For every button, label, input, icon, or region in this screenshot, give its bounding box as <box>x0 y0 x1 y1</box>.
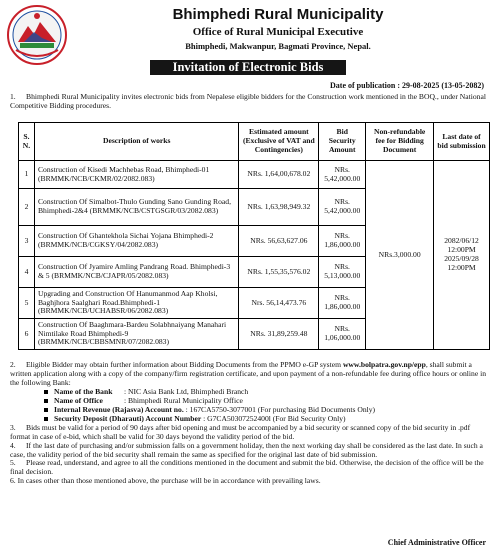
cell-sn: 6 <box>19 319 35 350</box>
government-emblem-logo <box>6 4 68 66</box>
cell-amount: Nrs. 56,14,473.76 <box>239 288 319 319</box>
table-row <box>19 161 490 189</box>
cell-sn: 5 <box>19 288 35 319</box>
office-value: : Bhimphedi Rural Municipality Office <box>124 395 243 405</box>
cell-security: NRs. 1,86,000.00 <box>319 288 366 319</box>
note-number: 3. <box>10 422 16 432</box>
publication-date: Date of publication : 29-08-2025 (13-05-2082) <box>330 81 484 90</box>
cell-sn: 3 <box>19 226 35 257</box>
revenue-value: : 167CA5750-3077001 (For purchasing Bid Documents Only) <box>185 404 376 414</box>
cell-sn: 4 <box>19 257 35 288</box>
last-time-1: 12:00PM <box>447 245 476 255</box>
note-text: If the last date of purchasing and/or submission falls on a government holiday, then the next working day shall be considered as the last date. In such a case, the validity period of the bid security shall remain the same as specified for the original last date of bid submission. <box>10 440 483 459</box>
office-label: Name of Office <box>54 395 103 405</box>
deposit-label: Security Deposit (Dharauti) Account Number <box>54 413 202 423</box>
deposit-value: : G7CA50307252400l (For Bid Security Only) <box>203 413 346 423</box>
note-number: 5. <box>10 458 16 468</box>
header-last-date: Last date of bid submission <box>434 123 490 161</box>
header-estimated-amount: Estimated amount (Exclusive of VAT and Contingencies) <box>239 123 319 161</box>
office-address: Bhimphedi, Makwanpur, Bagmati Province, Nepal. <box>185 41 371 51</box>
signature-title: Chief Administrative Officer <box>387 538 486 547</box>
cell-security: NRs. 1,06,000.00 <box>319 319 366 350</box>
note-text: Eligible Bidder may obtain further information about Bidding Documents from the PPMO e-GP system <box>26 360 343 369</box>
cell-sn: 1 <box>19 161 35 189</box>
note-number: 2. <box>10 360 16 369</box>
intro-number: 1. <box>10 92 16 101</box>
note-5 <box>10 459 488 477</box>
bullet-icon <box>44 390 48 394</box>
last-date-bs: 2082/06/12 <box>444 236 479 246</box>
works-table <box>18 122 490 350</box>
egp-website-link[interactable]: www.bolpatra.gov.np/epp <box>342 360 426 369</box>
cell-description: Construction Of Baaghmara-Bardeu Solabhnaiyang Manahari Nimtilake Road Bhimphedi-9 (BRMMK/NCB/CBBSMNR/07/2082.083) <box>34 319 238 350</box>
cell-description: Construction Of Simalbot-Thulo Gunding Sano Gunding Road, Bhimphedi-2&4 (BRMMK/NCB/CSTGSGR/03/2082.083) <box>34 189 238 226</box>
cell-amount: NRs. 56,63,627.06 <box>239 226 319 257</box>
table-header-row <box>19 123 490 161</box>
cell-description: Construction of Kisedi Machhebas Road, Bhimphedi-01 (BRMMK/NCB/CKMR/02/2082.083) <box>34 161 238 189</box>
note-3 <box>10 424 488 442</box>
header-fee: Non-refundable fee for Bidding Document <box>366 123 434 161</box>
cell-security: NRs. 5,42,000.00 <box>319 161 366 189</box>
note-text: Please read, understand, and agree to all the conditions mentioned in the document and submit the bid. Otherwise, the decision of the office will be the final decision. <box>10 458 484 477</box>
header-bid-security: Bid Security Amount <box>319 123 366 161</box>
header-description: Description of works <box>34 123 238 161</box>
note-4 <box>10 442 488 460</box>
bullet-icon <box>44 399 48 403</box>
intro-text: Bhimphedi Rural Municipality invites electronic bids from Nepalese eligible bidders for the Construction work mentioned in the BOQ., under National Competitive Bidding procedures. <box>10 92 486 110</box>
note-2 <box>10 361 488 388</box>
revenue-label: Internal Revenue (Rajasva) Account no. <box>54 404 184 414</box>
cell-security: NRs. 1,86,000.00 <box>319 226 366 257</box>
bullet-icon <box>44 417 48 421</box>
notice-title: Invitation of Electronic Bids <box>150 60 346 75</box>
cell-security: NRs. 5,42,000.00 <box>319 189 366 226</box>
office-name: Office of Rural Municipal Executive <box>192 26 364 38</box>
letterhead <box>0 0 496 90</box>
cell-amount: NRs. 1,63,98,949.32 <box>239 189 319 226</box>
intro-paragraph <box>10 93 488 111</box>
last-date-ad: 2025/09/28 <box>444 254 479 263</box>
bullet-icon <box>44 408 48 412</box>
note-number: 4. <box>10 440 16 450</box>
organization-name: Bhimphedi Rural Municipality <box>172 6 384 23</box>
cell-sn: 2 <box>19 189 35 226</box>
cell-fee: NRs.3,000.00 <box>366 161 434 350</box>
note-text: , shall submit a written application along with a copy of the company/firm registration certificate, and upon payment of a non-refundable fee during office hours or online in the following Bank: <box>10 360 486 387</box>
cell-security: NRs. 5,13,000.00 <box>319 257 366 288</box>
cell-amount: NRs. 31,89,259.48 <box>239 319 319 350</box>
cell-description: Construction Of Jyamire Amling Pandrang Road. Bhimphedi-3 & 5 (BRMMK/NCB/CJAPR/05/2082.083) <box>34 257 238 288</box>
bank-label: Name of the Bank <box>54 386 113 396</box>
header-sn: S. N. <box>19 123 35 161</box>
cell-last-date <box>434 161 490 350</box>
cell-description: Construction Of Ghantekhola Sichai Yojana Bhimphedi-2 (BRMMK/NCB/CGKSY/04/2082.083) <box>34 226 238 257</box>
cell-amount: NRs. 1,55,35,576.02 <box>239 257 319 288</box>
last-time-2: 12:00PM <box>447 262 476 272</box>
note-6: 6. In cases other than those mentioned above, the purchase will be in accordance with prevailing laws. <box>10 476 321 486</box>
bank-value: : NIC Asia Bank Ltd, Bhimphedi Branch <box>124 386 249 396</box>
terms-and-conditions <box>10 361 488 486</box>
note-text: Bids must be valid for a period of 90 days after bid opening and must be accompanied by a bid security or scanned copy of the bid security in .pdf format in case of e-bid, which shall be valid for 30 days beyond the validity period of the bid. <box>10 422 471 441</box>
cell-description: Upgrading and Construction Of Hanumanmod Aap Kholsi, Baghjhora Saalghari Road.Bhimphedi-1 (BRMMK/NCB/UCHABSR/06/2082.083) <box>34 288 238 319</box>
cell-amount: NRs. 1,64,00,678.02 <box>239 161 319 189</box>
